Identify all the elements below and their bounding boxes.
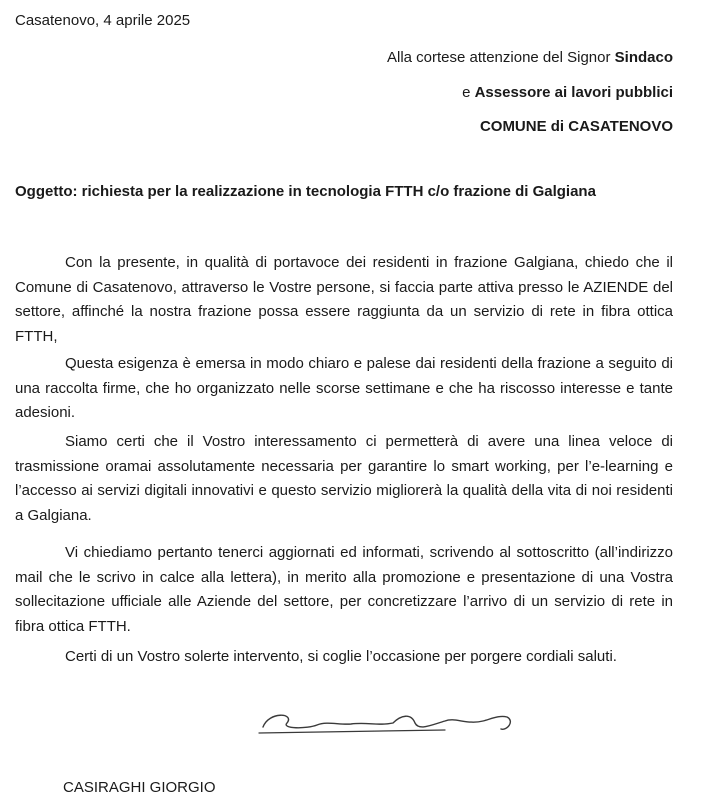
paragraph-1: Con la presente, in qualità di portavoce dei residenti in frazione Galgiana, chiedo che il Comune di Casatenovo, attraverso le Vostre persone, si faccia parte attiva presso le AZIENDE del settore, affinché la nostra frazione possa essere raggiunta da un servizio di rete in fibra ottica FTTH, (15, 254, 673, 345)
recipient-line-2-prefix: e (462, 84, 475, 101)
recipient-line-1-prefix: Alla cortese attenzione del Signor (387, 49, 615, 66)
paragraph-3: Siamo certi che il Vostro interessamento ci permetterà di avere una linea veloce di trasmissione oramai assolutamente necessaria per garantire lo smart working, per l’e-learning e l’accesso ai servizi digitali innovativi e questo servizio migliorerà la qualità della vita di noi residenti a Galgiana. (15, 433, 673, 524)
paragraph-2: Questa esigenza è emersa in modo chiaro e palese dai residenti della frazione a seguito di una raccolta firme, che ho organizzato nelle scorse settimane e che ha riscosso interesse e tante adesioni. (15, 355, 673, 421)
date-line: Casatenovo, 4 aprile 2025 (15, 12, 191, 29)
subject-line: Oggetto: richiesta per la realizzazione in tecnologia FTTH c/o frazione di Galgiana (15, 183, 596, 200)
recipient-assessore: Assessore ai lavori pubblici (474, 84, 673, 101)
signer-name: CASIRAGHI GIORGIO (63, 779, 216, 796)
recipient-line-1 (387, 49, 673, 66)
recipient-line-2 (462, 84, 673, 101)
paragraph-5: Certi di un Vostro solerte intervento, si coglie l’occasione per porgere cordiali saluti. (65, 648, 617, 665)
handwritten-signature (255, 703, 525, 743)
paragraph-4: Vi chiediamo pertanto tenerci aggiornati ed informati, scrivendo al sottoscritto (all’indirizzo mail che le scrivo in calce alla lettera), in merito alla promozione e presentazione di una Vostra sollecitazione ufficiale alle Aziende del settore, per concretizzare l’arrivo di un servizio di rete in fibra ottica FTTH. (15, 544, 673, 635)
recipient-comune: COMUNE di CASATENOVO (479, 118, 673, 135)
recipient-sindaco: Sindaco (614, 49, 673, 66)
